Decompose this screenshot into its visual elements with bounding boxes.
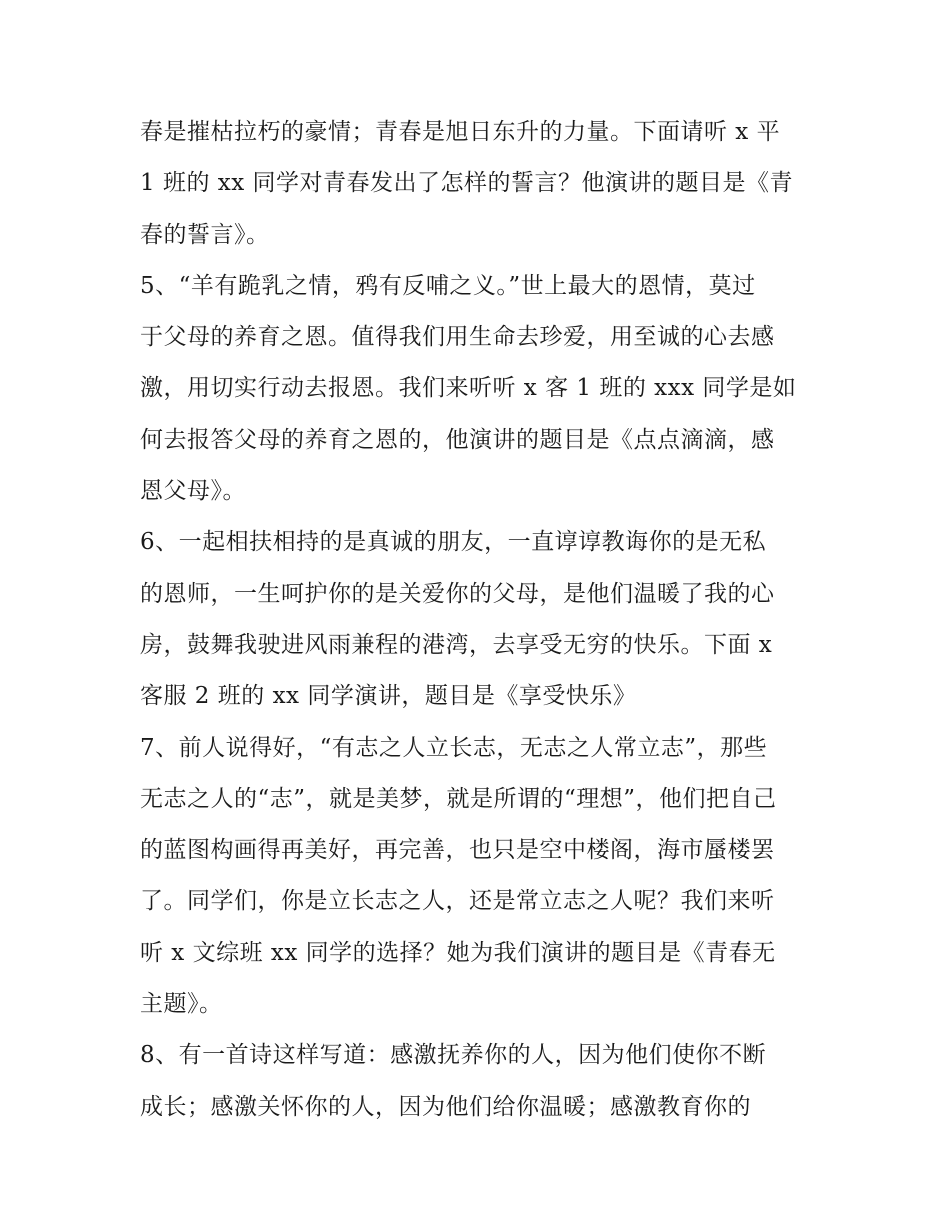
text-line: 于父母的养育之恩。值得我们用生命去珍爱，用至诚的心去感 xyxy=(140,324,775,351)
text-line: 何去报答父母的养育之恩的，他演讲的题目是《点点滴滴，感 xyxy=(140,426,775,453)
text-line: 客服 2 班的 xx 同学演讲，题目是《享受快乐》 xyxy=(140,683,637,710)
text-line: 了。同学们，你是立长志之人，还是常立志之人呢？我们来听 xyxy=(140,888,775,915)
text-line: 8、有一首诗这样写道：感激抚养你的人，因为他们使你不断 xyxy=(140,1042,767,1069)
text-line: 春是摧枯拉朽的豪情；青春是旭日东升的力量。下面请听 x 平 xyxy=(140,119,781,145)
text-line: 的蓝图构画得再美好，再完善，也只是空中楼阁，海市蜃楼罢 xyxy=(140,837,775,864)
text-line: 听 x 文综班 xx 同学的选择？她为我们演讲的题目是《青春无 xyxy=(140,939,776,966)
text-line: 的恩师，一生呵护你的是关爱你的父母，是他们温暖了我的心 xyxy=(140,580,775,607)
text-line: 激，用切实行动去报恩。我们来听听 x 客 1 班的 xxx 同学是如 xyxy=(140,375,797,402)
text-line: 6、一起相扶相持的是真诚的朋友，一直谆谆教诲你的是无私 xyxy=(140,529,767,556)
text-line: 春的誓言》。 xyxy=(140,221,270,248)
text-line: 成长；感激关怀你的人，因为他们给你温暖；感激教育你的 xyxy=(140,1093,751,1120)
text-line: 无志之人的“志”，就是美梦，就是所谓的“理想”，他们把自己 xyxy=(140,785,777,812)
text-line: 房，鼓舞我驶进风雨兼程的港湾，去享受无穷的快乐。下面 x xyxy=(140,631,773,658)
text-line: 主题》。 xyxy=(140,991,223,1018)
text-line: 恩父母》。 xyxy=(140,478,246,505)
text-line: 7、前人说得好，“有志之人立长志，无志之人常立志”，那些 xyxy=(140,734,768,761)
text-line: 5、“羊有跪乳之情，鸦有反哺之义。”世上最大的恩情，莫过 xyxy=(140,272,756,299)
document-body xyxy=(140,107,820,1133)
text-line: 1 班的 xx 同学对青春发出了怎样的誓言？他演讲的题目是《青 xyxy=(140,170,794,197)
